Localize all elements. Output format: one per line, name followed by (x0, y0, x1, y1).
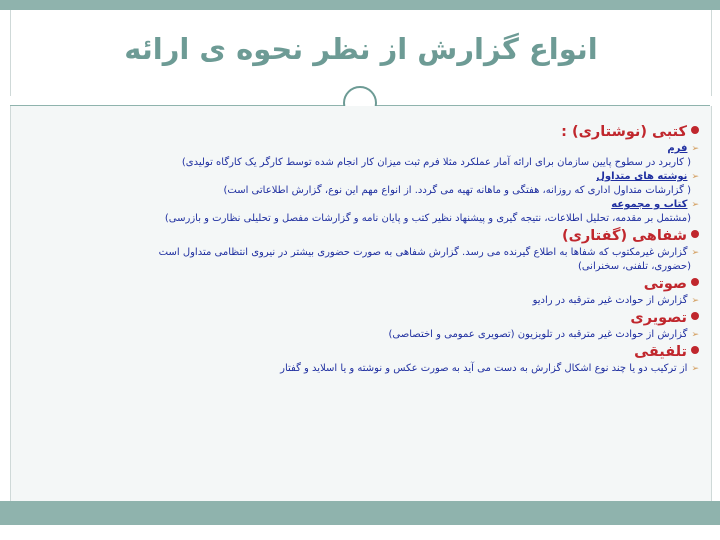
routine-description: ( گزارشات متداول اداری که روزانه، هفتگی و ماهانه تهیه می گردد. از انواع مهم این نوع، گزارش اطلاعاتی است) (223, 185, 691, 196)
arrow-bullet-icon: ➢ (691, 144, 699, 154)
arrow-bullet-icon: ➢ (691, 200, 699, 210)
sub-item-form: ➢فرم (667, 143, 699, 154)
bullet-dot-icon (691, 346, 699, 354)
top-accent-bar (0, 0, 720, 10)
title-area (10, 10, 712, 96)
bullet-dot-icon (691, 126, 699, 134)
bullet-dot-icon (691, 278, 699, 286)
mixed-description: ➢از ترکیب دو یا چند نوع اشکال گزارش به دست می آید به صورت عکس و نوشته و یا اسلاید و گفتار (280, 363, 699, 374)
heading-mixed: تلفیقی (29, 343, 699, 361)
visual-description: ➢گزارش از حوادث غیر مترقبه در تلویزیون (تصویری عمومی و اختصاصی) (388, 329, 699, 340)
book-description: (مشتمل بر مقدمه، تحلیل اطلاعات، نتیجه گیری و پیشنهاد نظیر کتب و پایان نامه و گزارشات مفصل و تحلیلی نظارت و بازرسی) (164, 213, 691, 224)
heading-visual: تصویری (29, 309, 699, 327)
arrow-bullet-icon: ➢ (691, 364, 699, 374)
arrow-bullet-icon: ➢ (691, 296, 699, 306)
arrow-bullet-icon: ➢ (691, 330, 699, 340)
oral-description: ➢گزارش غیرمکتوب که شفاها به اطلاع گیرنده می رسد. گزارش شفاهی به صورت حضوری بیشتر در نیروی انتظامی متداول است (158, 247, 699, 258)
content-list (29, 122, 699, 376)
audio-description: ➢گزارش از حوادث غیر مترقبه در رادیو (532, 295, 699, 306)
oral-description-2: (حضوری، تلفنی، سخنرانی) (577, 261, 691, 272)
bullet-dot-icon (691, 312, 699, 320)
arrow-bullet-icon: ➢ (691, 172, 699, 182)
content-area (10, 106, 712, 501)
bottom-accent-bar (0, 501, 720, 525)
form-description: ( کاربرد در سطوح پایین سازمان برای ارائه آمار عملکرد مثلا فرم ثبت میزان کار انجام شده توسط کارگر یک کارگاه تولیدی) (181, 157, 691, 168)
heading-audio: صوتی (29, 275, 699, 293)
heading-oral: شفاهی (گفتاری) (29, 227, 699, 245)
bullet-dot-icon (691, 230, 699, 238)
heading-written: کتبی (نوشتاری) : (29, 123, 699, 141)
sub-item-book: ➢کتاب و مجموعه (611, 199, 699, 210)
slide-title: انواع گزارش از نظر نحوه ی ارائه (124, 32, 598, 66)
sub-item-routine: ➢نوشته های متداول (596, 171, 699, 182)
arrow-bullet-icon: ➢ (691, 248, 699, 258)
